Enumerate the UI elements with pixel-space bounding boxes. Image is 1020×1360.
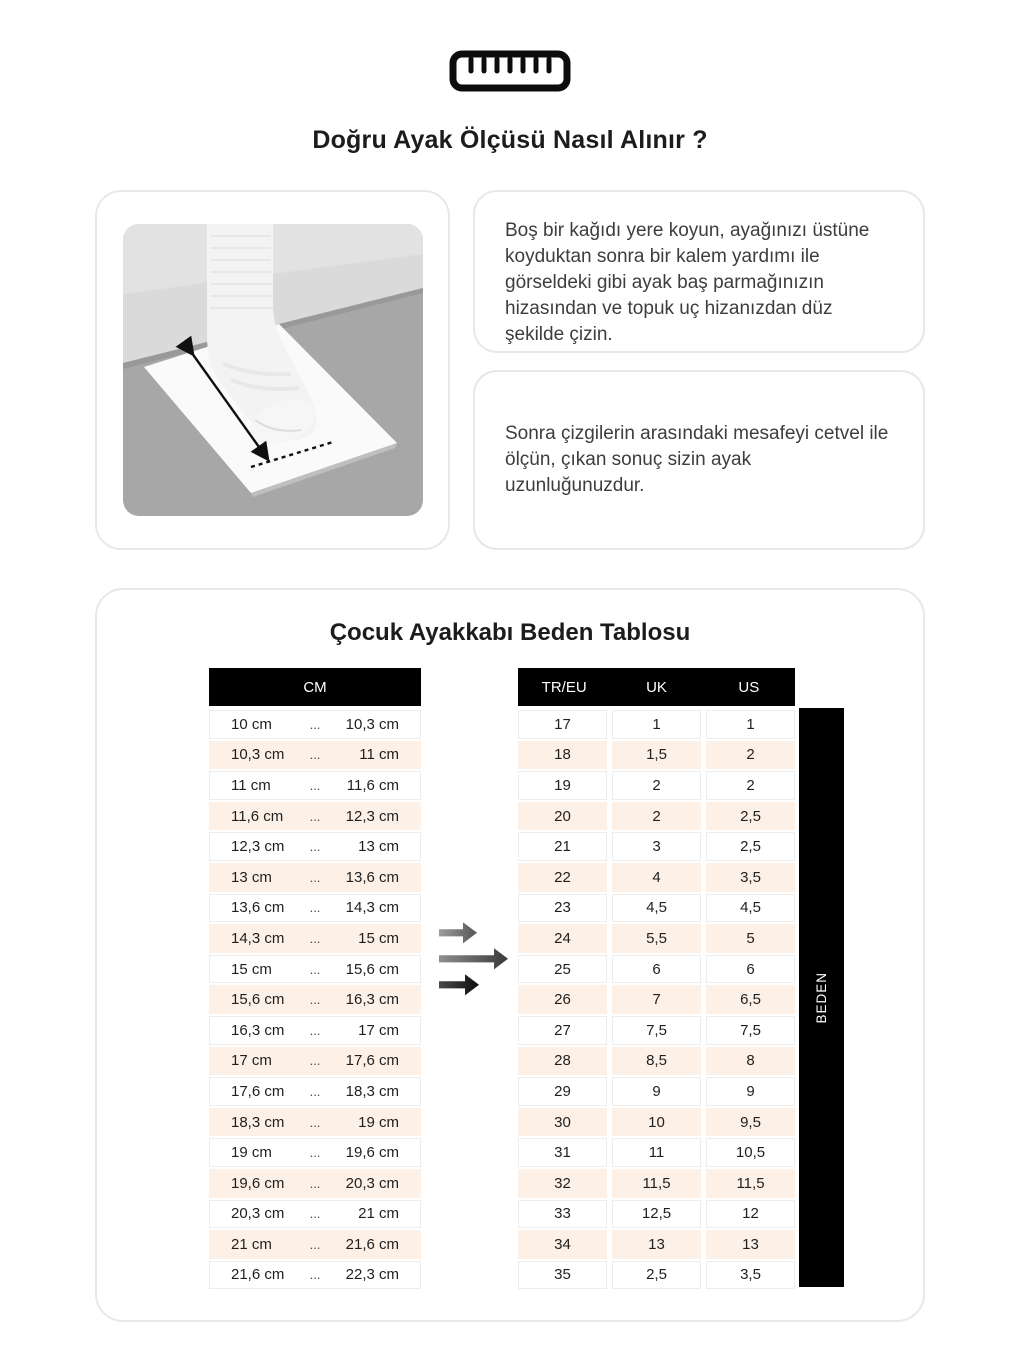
table-row (209, 985, 421, 1014)
table-row (209, 1138, 421, 1167)
tr-eu-value: 19 (518, 771, 607, 800)
table-row (209, 710, 421, 739)
us-value: 9 (706, 1077, 795, 1106)
range-dots: ... (309, 1083, 321, 1099)
range-dots: ... (309, 900, 321, 916)
us-value: 11,5 (706, 1169, 795, 1198)
table-row (518, 985, 795, 1014)
cm-from-value: 19,6 cm (231, 1174, 285, 1192)
size-tables (209, 668, 923, 1283)
cm-from-value: 12,3 cm (231, 838, 285, 856)
table-row (209, 1016, 421, 1045)
tr-eu-value: 17 (518, 710, 607, 739)
us-value: 4,5 (706, 894, 795, 923)
us-value: 5 (706, 924, 795, 953)
us-value: 3,5 (706, 863, 795, 892)
range-dots: ... (309, 808, 321, 824)
mapping-arrows-icon (438, 922, 510, 996)
cm-to-value: 17,6 cm (345, 1052, 399, 1070)
us-value: 13 (706, 1230, 795, 1259)
us-value: 6,5 (706, 985, 795, 1014)
range-dots: ... (309, 961, 321, 977)
table-row (518, 1077, 795, 1106)
range-dots: ... (309, 1114, 321, 1130)
cm-from-value: 21,6 cm (231, 1266, 285, 1284)
cm-to-value: 11 cm (359, 746, 399, 764)
uk-value: 11,5 (612, 1169, 701, 1198)
table-row (209, 771, 421, 800)
range-dots: ... (309, 1175, 321, 1191)
cm-from-value: 10,3 cm (231, 746, 285, 764)
tr-eu-value: 34 (518, 1230, 607, 1259)
range-dots: ... (309, 1236, 321, 1252)
range-dots: ... (309, 992, 321, 1008)
size-table-title: Çocuk Ayakkabı Beden Tablosu (329, 619, 691, 646)
cm-to-value: 11,6 cm (346, 776, 399, 794)
table-row (518, 863, 795, 892)
note-draw-outline-text: Boş bir kağıdı yere koyun, ayağınızı üstüne koyduktan sonra bir kalem yardımı ile görseldeki gibi ayak baş parmağınızın hizasından ve topuk uç hizanızdan düz şekilde çizin. (505, 220, 870, 345)
uk-value: 1,5 (612, 741, 701, 770)
tr-eu-value: 18 (518, 741, 607, 770)
cm-from-value: 11 cm (231, 776, 271, 794)
range-dots: ... (309, 747, 321, 763)
table-row (209, 832, 421, 861)
table-row (518, 1016, 795, 1045)
us-value: 10,5 (706, 1138, 795, 1167)
cm-table (209, 668, 421, 1289)
uk-value: 8,5 (612, 1047, 701, 1076)
tr-eu-value: 35 (518, 1261, 607, 1290)
cm-to-value: 16,3 cm (345, 991, 399, 1009)
range-dots: ... (309, 869, 321, 885)
table-row (518, 1169, 795, 1198)
us-value: 2 (706, 771, 795, 800)
table-row (209, 1200, 421, 1229)
table-row (209, 741, 421, 770)
cm-from-value: 16,3 cm (231, 1021, 285, 1039)
range-dots: ... (309, 839, 321, 855)
page-title: Doğru Ayak Ölçüsü Nasıl Alınır ? (312, 126, 708, 154)
howto-section (95, 190, 925, 550)
uk-value: 2,5 (612, 1261, 701, 1290)
beden-label: BEDEN (814, 971, 829, 1024)
cm-to-value: 17 cm (358, 1021, 399, 1039)
us-value: 7,5 (706, 1016, 795, 1045)
cm-to-value: 22,3 cm (345, 1266, 399, 1284)
uk-value: 7,5 (612, 1016, 701, 1045)
measurement-photo-card (95, 190, 450, 550)
measurement-photo (123, 224, 423, 516)
range-dots: ... (309, 1267, 321, 1283)
table-row (518, 1047, 795, 1076)
table-row (518, 1108, 795, 1137)
tr-eu-value: 29 (518, 1077, 607, 1106)
tr-eu-value: 26 (518, 985, 607, 1014)
range-dots: ... (309, 1206, 321, 1222)
us-value: 1 (706, 710, 795, 739)
cm-from-value: 21 cm (231, 1235, 272, 1253)
range-dots: ... (309, 1145, 321, 1161)
note-measure-distance-text: Sonra çizgilerin arasındaki mesafeyi cetvel ile ölçün, çıkan sonuç sizin ayak uzunluğunuzdur. (505, 423, 889, 496)
cm-to-value: 21,6 cm (345, 1235, 399, 1253)
table-row (518, 1200, 795, 1229)
uk-value: 1 (612, 710, 701, 739)
cm-from-value: 17,6 cm (231, 1082, 285, 1100)
uk-value: 6 (612, 955, 701, 984)
table-row (518, 802, 795, 831)
cm-from-value: 15 cm (231, 960, 272, 978)
header-us: US (738, 678, 760, 696)
table-row (209, 1047, 421, 1076)
cm-to-value: 20,3 cm (345, 1174, 399, 1192)
uk-value: 2 (612, 771, 701, 800)
uk-value: 2 (612, 802, 701, 831)
table-row (518, 832, 795, 861)
ruler-icon (0, 0, 1020, 92)
cm-to-value: 15,6 cm (345, 960, 399, 978)
cm-from-value: 18,3 cm (231, 1113, 285, 1131)
table-row (209, 863, 421, 892)
cm-from-value: 11,6 cm (231, 807, 284, 825)
table-row (518, 955, 795, 984)
range-dots: ... (309, 1053, 321, 1069)
cm-to-value: 10,3 cm (345, 715, 399, 733)
table-row (518, 1230, 795, 1259)
us-value: 2,5 (706, 832, 795, 861)
cm-from-value: 20,3 cm (231, 1205, 285, 1223)
note-draw-outline (473, 190, 925, 353)
table-row (518, 710, 795, 739)
cm-from-value: 13 cm (231, 868, 272, 886)
cm-from-value: 13,6 cm (231, 899, 285, 917)
cm-from-value: 17 cm (231, 1052, 272, 1070)
table-row (209, 1261, 421, 1290)
tr-eu-value: 24 (518, 924, 607, 953)
table-row (209, 1108, 421, 1137)
cm-to-value: 13 cm (358, 838, 399, 856)
table-row (518, 924, 795, 953)
us-value: 2,5 (706, 802, 795, 831)
table-row (209, 802, 421, 831)
cm-to-value: 13,6 cm (345, 868, 399, 886)
cm-from-value: 15,6 cm (231, 991, 285, 1009)
table-row (209, 1169, 421, 1198)
uk-value: 11 (612, 1138, 701, 1167)
us-value: 8 (706, 1047, 795, 1076)
header-tr-eu: TR/EU (541, 678, 587, 696)
uk-value: 3 (612, 832, 701, 861)
tr-eu-value: 22 (518, 863, 607, 892)
us-value: 6 (706, 955, 795, 984)
tr-eu-value: 32 (518, 1169, 607, 1198)
cm-to-value: 12,3 cm (345, 807, 399, 825)
table-row (518, 1261, 795, 1290)
intl-size-table (518, 668, 795, 1289)
table-row (209, 924, 421, 953)
cm-to-value: 19,6 cm (345, 1144, 399, 1162)
us-value: 3,5 (706, 1261, 795, 1290)
cm-table-header: CM (209, 668, 421, 706)
cm-to-value: 18,3 cm (345, 1082, 399, 1100)
table-row (518, 741, 795, 770)
cm-from-value: 14,3 cm (231, 929, 285, 947)
tr-eu-value: 31 (518, 1138, 607, 1167)
cm-to-value: 14,3 cm (345, 899, 399, 917)
us-value: 12 (706, 1200, 795, 1229)
uk-value: 5,5 (612, 924, 701, 953)
table-row (518, 771, 795, 800)
tr-eu-value: 27 (518, 1016, 607, 1045)
uk-value: 9 (612, 1077, 701, 1106)
howto-notes (473, 190, 925, 550)
cm-to-value: 21 cm (358, 1205, 399, 1223)
cm-from-value: 10 cm (231, 715, 272, 733)
uk-value: 12,5 (612, 1200, 701, 1229)
header-uk: UK (646, 678, 667, 696)
range-dots: ... (309, 1022, 321, 1038)
table-row (518, 1138, 795, 1167)
intl-size-table-header (518, 668, 795, 706)
tr-eu-value: 20 (518, 802, 607, 831)
table-row (209, 955, 421, 984)
cm-from-value: 19 cm (231, 1144, 272, 1162)
table-row (209, 1230, 421, 1259)
tr-eu-value: 33 (518, 1200, 607, 1229)
range-dots: ... (309, 716, 321, 732)
us-value: 2 (706, 741, 795, 770)
uk-value: 10 (612, 1108, 701, 1137)
beden-vertical-bar (799, 708, 844, 1287)
us-value: 9,5 (706, 1108, 795, 1137)
arrows-zone (421, 668, 518, 1287)
uk-value: 13 (612, 1230, 701, 1259)
size-table-card (95, 588, 925, 1322)
range-dots: ... (309, 777, 321, 793)
table-row (209, 1077, 421, 1106)
uk-value: 4 (612, 863, 701, 892)
tr-eu-value: 23 (518, 894, 607, 923)
tr-eu-value: 25 (518, 955, 607, 984)
uk-value: 4,5 (612, 894, 701, 923)
note-measure-distance (473, 370, 925, 550)
cm-to-value: 19 cm (358, 1113, 399, 1131)
range-dots: ... (309, 930, 321, 946)
tr-eu-value: 21 (518, 832, 607, 861)
cm-to-value: 15 cm (358, 929, 399, 947)
tr-eu-value: 28 (518, 1047, 607, 1076)
tr-eu-value: 30 (518, 1108, 607, 1137)
table-row (518, 894, 795, 923)
uk-value: 7 (612, 985, 701, 1014)
table-row (209, 894, 421, 923)
